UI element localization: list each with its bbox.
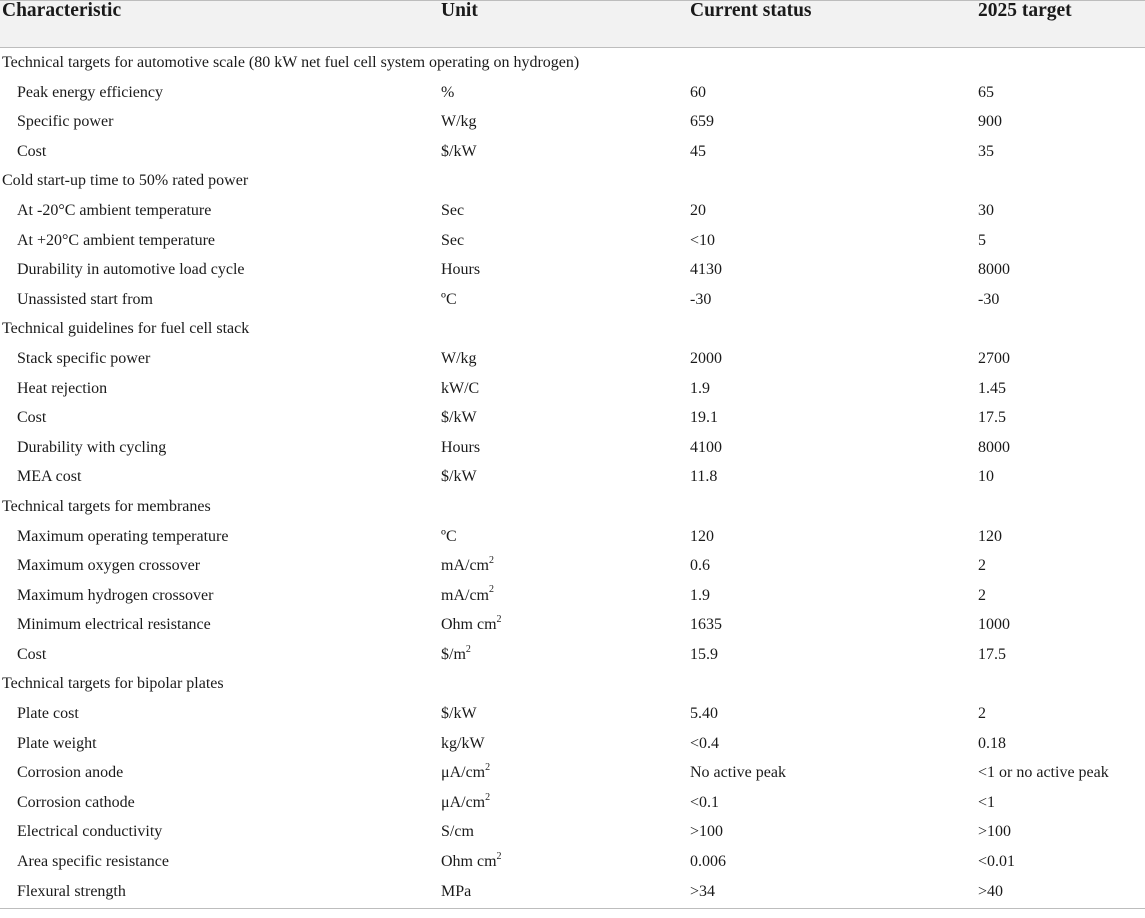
row-2025-target: 5 bbox=[978, 231, 986, 249]
row-characteristic: Plate weight bbox=[17, 734, 97, 752]
table-row bbox=[0, 374, 1145, 404]
row-characteristic: Maximum oxygen crossover bbox=[17, 557, 201, 575]
row-current-status: 0.6 bbox=[690, 557, 710, 575]
row-unit bbox=[441, 791, 491, 812]
row-characteristic: Cost bbox=[17, 142, 47, 160]
row-unit bbox=[441, 84, 454, 102]
section-row bbox=[0, 314, 1145, 344]
row-current-status: No active peak bbox=[690, 764, 786, 782]
row-unit bbox=[441, 232, 464, 250]
row-characteristic: At +20°C ambient temperature bbox=[17, 231, 216, 249]
row-2025-target: -30 bbox=[978, 290, 1000, 308]
row-2025-target: 17.5 bbox=[978, 409, 1006, 427]
row-current-status: 1635 bbox=[690, 616, 722, 634]
row-current-status: 20 bbox=[690, 201, 706, 219]
row-2025-target: <0.01 bbox=[978, 853, 1016, 871]
row-characteristic: Minimum electrical resistance bbox=[17, 616, 211, 634]
row-unit bbox=[441, 143, 477, 161]
table-row bbox=[0, 344, 1145, 374]
row-unit-superscript: 2 bbox=[489, 554, 494, 566]
table-row bbox=[0, 107, 1145, 137]
table-row bbox=[0, 226, 1145, 256]
row-unit-text: mA/cm bbox=[441, 557, 489, 575]
table-row bbox=[0, 581, 1145, 611]
row-characteristic: Maximum operating temperature bbox=[17, 527, 229, 545]
table-row bbox=[0, 462, 1145, 492]
section-row bbox=[0, 669, 1145, 699]
row-current-status: 60 bbox=[690, 83, 706, 101]
row-unit-text: $/kW bbox=[441, 142, 477, 160]
row-characteristic: Specific power bbox=[17, 113, 114, 131]
row-unit bbox=[441, 113, 477, 131]
row-2025-target: 8000 bbox=[978, 261, 1010, 279]
section-row bbox=[0, 492, 1145, 522]
row-unit bbox=[441, 850, 502, 871]
row-unit-superscript: 2 bbox=[465, 643, 471, 655]
row-characteristic: Durability in automotive load cycle bbox=[17, 261, 245, 279]
row-current-status: 659 bbox=[690, 113, 714, 131]
row-2025-target: 0.18 bbox=[978, 734, 1006, 752]
row-2025-target: 8000 bbox=[978, 438, 1010, 456]
row-2025-target: 1.45 bbox=[978, 379, 1006, 397]
table-header bbox=[0, 0, 1145, 48]
table-row bbox=[0, 522, 1145, 552]
row-current-status: <0.1 bbox=[690, 793, 720, 811]
row-2025-target: <1 bbox=[978, 793, 996, 811]
row-unit-text: $/kW bbox=[441, 409, 477, 427]
row-unit-superscript: 2 bbox=[485, 791, 491, 803]
row-characteristic: Maximum hydrogen crossover bbox=[17, 586, 214, 604]
row-unit-text: W/kg bbox=[441, 349, 477, 367]
row-unit bbox=[441, 350, 477, 368]
row-characteristic: Plate cost bbox=[17, 705, 79, 723]
row-2025-target: >100 bbox=[978, 823, 1012, 841]
table-row bbox=[0, 729, 1145, 759]
row-characteristic: Cost bbox=[17, 409, 47, 427]
row-current-status: 4130 bbox=[690, 261, 722, 279]
row-current-status: 1.9 bbox=[690, 586, 710, 604]
row-2025-target: 2700 bbox=[978, 349, 1010, 367]
section-label: Technical targets for bipolar plates bbox=[2, 675, 224, 693]
row-characteristic: Flexural strength bbox=[17, 882, 126, 900]
row-current-status: 11.8 bbox=[690, 468, 718, 486]
row-2025-target: 35 bbox=[978, 142, 994, 160]
row-2025-target: 1000 bbox=[978, 616, 1010, 634]
row-unit-text: S/cm bbox=[441, 823, 474, 841]
row-unit-text: Hours bbox=[441, 438, 481, 456]
row-current-status: >34 bbox=[690, 882, 716, 900]
section-row bbox=[0, 166, 1145, 196]
table-row bbox=[0, 758, 1145, 788]
row-characteristic: Corrosion cathode bbox=[17, 793, 135, 811]
row-unit-text: kW/C bbox=[441, 379, 480, 397]
row-unit-text: kg/kW bbox=[441, 734, 485, 752]
row-current-status: 0.006 bbox=[690, 853, 726, 871]
row-current-status: 1.9 bbox=[690, 379, 710, 397]
row-unit-text: MPa bbox=[441, 882, 472, 900]
row-unit bbox=[441, 528, 457, 546]
section-label: Technical targets for automotive scale (80 kW net fuel cell system operating on hydrogen) bbox=[2, 54, 580, 71]
table-row bbox=[0, 137, 1145, 167]
section-row bbox=[0, 48, 1145, 78]
row-unit bbox=[441, 291, 457, 309]
section-label: Technical targets for membranes bbox=[2, 497, 211, 515]
row-unit bbox=[441, 761, 491, 782]
row-characteristic: Cost bbox=[17, 645, 47, 663]
table-bottom-rule bbox=[0, 908, 1145, 909]
row-unit-text: $/kW bbox=[441, 705, 477, 723]
row-unit bbox=[441, 554, 494, 575]
row-unit bbox=[441, 468, 477, 486]
row-unit bbox=[441, 613, 502, 634]
row-unit-text: Ohm cm bbox=[441, 616, 497, 634]
section-label: Cold start-up time to 50% rated power bbox=[2, 172, 249, 190]
row-unit bbox=[441, 643, 471, 664]
table-row bbox=[0, 285, 1145, 315]
row-characteristic: At -20°C ambient temperature bbox=[17, 201, 212, 219]
row-2025-target: 900 bbox=[978, 113, 1002, 131]
row-2025-target: <1 or no active peak bbox=[978, 764, 1109, 782]
header-unit: Unit bbox=[441, 0, 478, 21]
row-current-status: 45 bbox=[690, 142, 706, 160]
row-current-status: 15.9 bbox=[690, 645, 718, 663]
table-row bbox=[0, 78, 1145, 108]
row-unit-text: $/kW bbox=[441, 468, 477, 486]
row-unit bbox=[441, 705, 477, 723]
row-unit-text: μA/cm bbox=[441, 764, 486, 782]
row-unit-text: Hours bbox=[441, 261, 481, 279]
row-unit-superscript: 2 bbox=[496, 850, 502, 862]
row-unit bbox=[441, 409, 477, 427]
table-row bbox=[0, 817, 1145, 847]
row-characteristic: Peak energy efficiency bbox=[17, 83, 164, 101]
section-label: Technical guidelines for fuel cell stack bbox=[2, 320, 250, 338]
row-unit bbox=[441, 823, 474, 841]
table-row bbox=[0, 610, 1145, 640]
table-row bbox=[0, 196, 1145, 226]
row-unit-text: W/kg bbox=[441, 113, 477, 131]
row-unit-text: mA/cm bbox=[441, 586, 489, 604]
row-unit bbox=[441, 202, 464, 220]
row-current-status: 19.1 bbox=[690, 409, 718, 427]
row-unit bbox=[441, 380, 479, 398]
row-2025-target: 17.5 bbox=[978, 645, 1006, 663]
row-unit-text: ºC bbox=[441, 527, 457, 545]
row-unit-superscript: 2 bbox=[485, 761, 491, 773]
row-unit bbox=[441, 883, 471, 901]
row-unit bbox=[441, 439, 480, 457]
header-current-status: Current status bbox=[690, 0, 812, 21]
row-2025-target: 65 bbox=[978, 83, 994, 101]
row-unit-superscript: 2 bbox=[489, 584, 494, 596]
table-row bbox=[0, 699, 1145, 729]
row-characteristic: Area specific resistance bbox=[17, 853, 169, 871]
row-unit-text: Sec bbox=[441, 231, 465, 249]
table-row bbox=[0, 788, 1145, 818]
row-characteristic: Electrical conductivity bbox=[17, 823, 163, 841]
row-2025-target: 30 bbox=[978, 201, 994, 219]
row-characteristic: Corrosion anode bbox=[17, 764, 124, 782]
row-unit bbox=[441, 735, 485, 753]
row-2025-target: >40 bbox=[978, 882, 1004, 900]
row-unit-text: Ohm cm bbox=[441, 853, 497, 871]
row-current-status: <10 bbox=[690, 231, 716, 249]
table-row bbox=[0, 255, 1145, 285]
table-row bbox=[0, 433, 1145, 463]
row-current-status: 120 bbox=[690, 527, 714, 545]
table-row bbox=[0, 640, 1145, 670]
row-characteristic: Unassisted start from bbox=[17, 290, 153, 308]
row-current-status: <0.4 bbox=[690, 734, 720, 752]
row-characteristic: Stack specific power bbox=[17, 349, 151, 367]
row-unit-text: ºC bbox=[441, 290, 457, 308]
row-2025-target: 2 bbox=[978, 705, 986, 723]
header-2025-target: 2025 target bbox=[978, 0, 1072, 21]
table-row bbox=[0, 877, 1145, 907]
row-characteristic: MEA cost bbox=[17, 468, 82, 486]
row-unit-text: % bbox=[441, 83, 455, 101]
row-2025-target: 2 bbox=[978, 586, 986, 604]
table-row bbox=[0, 551, 1145, 581]
header-characteristic: Characteristic bbox=[2, 0, 122, 21]
row-current-status: -30 bbox=[690, 290, 712, 308]
row-unit bbox=[441, 584, 494, 605]
row-current-status: 2000 bbox=[690, 349, 722, 367]
row-2025-target: 2 bbox=[978, 557, 986, 575]
row-current-status: 4100 bbox=[690, 438, 722, 456]
row-unit-text: $/m bbox=[441, 645, 466, 663]
row-characteristic: Durability with cycling bbox=[17, 438, 167, 456]
row-unit-text: μA/cm bbox=[441, 793, 486, 811]
row-current-status: 5.40 bbox=[690, 705, 718, 723]
row-unit-text: Sec bbox=[441, 201, 465, 219]
row-2025-target: 120 bbox=[978, 527, 1002, 545]
row-characteristic: Heat rejection bbox=[17, 379, 108, 397]
table-row bbox=[0, 403, 1145, 433]
table-body bbox=[0, 48, 1145, 906]
row-2025-target: 10 bbox=[978, 468, 994, 486]
row-unit bbox=[441, 261, 480, 279]
table-row bbox=[0, 847, 1145, 877]
row-unit-superscript: 2 bbox=[496, 613, 502, 625]
row-current-status: >100 bbox=[690, 823, 724, 841]
